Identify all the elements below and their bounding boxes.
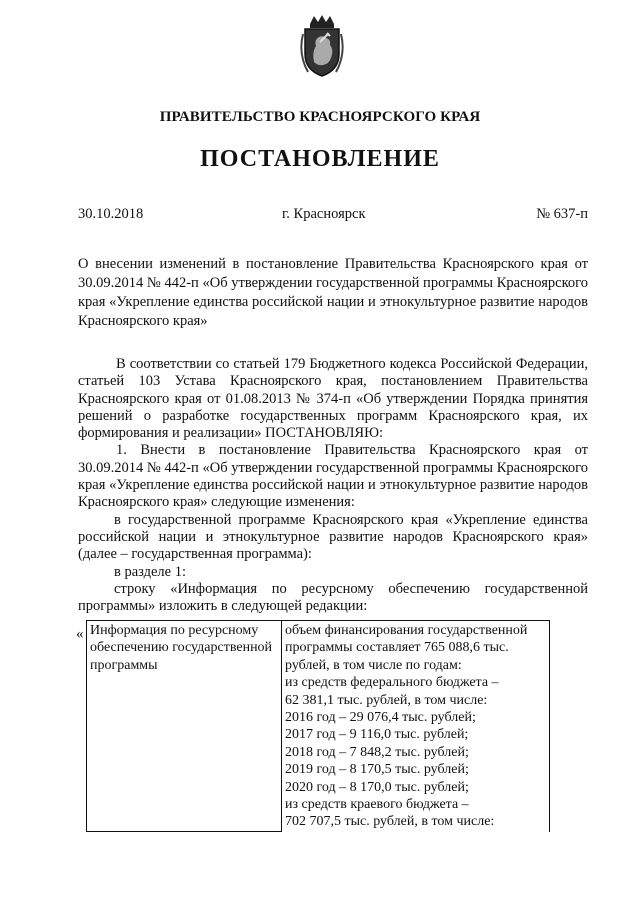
funding-line: из средств федерального бюджета –: [285, 675, 499, 691]
table-row: [87, 621, 550, 832]
document-subject: О внесении изменений в постановление Правительства Красноярского края от 30.09.2014 № 442-п «Об утверждении государственной программы Красноярского края «Укрепление единства российской нации и этнокультурное развитие народов Красноярского края»: [78, 256, 588, 329]
funding-line: 2020 год – 8 170,0 тыс. рублей;: [285, 779, 469, 795]
paragraph-preamble: В соответствии со статьей 179 Бюджетного кодекса Российской Федерации, статьей 103 Устава Красноярского края, постановлением Правительства Красноярского края от 01.08.2013 № 374-п «Об утверждении Порядка принятия решений о разработке государственных программ Красноярского края, их формирования и реализации» ПОСТАНОВЛЯЮ:: [78, 356, 588, 442]
document-meta: [78, 206, 588, 224]
funding-line: 2019 год – 8 170,5 тыс. рублей;: [285, 762, 469, 778]
paragraph-program: в государственной программе Красноярского края «Укрепление единства российской нации и этнокультурное развитие народов Красноярского края» (далее – государственная программа):: [78, 511, 588, 563]
funding-line: рублей, в том числе по годам:: [285, 657, 462, 673]
funding-line: 62 381,1 тыс. рублей, в том числе:: [285, 692, 488, 708]
funding-line: 2018 год – 7 848,2 тыс. рублей;: [285, 744, 469, 760]
document-number: № 637-п: [536, 206, 588, 222]
government-name: ПРАВИТЕЛЬСТВО КРАСНОЯРСКОГО КРАЯ: [159, 109, 481, 125]
funding-line: объем финансирования государственной: [285, 623, 528, 638]
resource-info-table: [86, 620, 550, 832]
funding-line: 2017 год – 9 116,0 тыс. рублей;: [285, 727, 469, 743]
document-city: г. Красноярск: [282, 206, 366, 222]
table-cell-value: [282, 621, 550, 832]
funding-line: из средств краевого бюджета –: [285, 797, 469, 813]
document-body: [78, 356, 588, 615]
paragraph-row-change: строку «Информация по ресурсному обеспечению государственной программы» изложить в следующей редакции:: [78, 580, 588, 615]
funding-line: программы составляет 765 088,6 тыс.: [285, 640, 509, 656]
paragraph-section: в разделе 1:: [114, 563, 187, 580]
document-date: 30.10.2018: [78, 206, 144, 222]
paragraph-item-1: 1. Внести в постановление Правительства Красноярского края от 30.09.2014 № 442-п «Об утверждении государственной программы Красноярского края «Укрепление единства российской нации и этнокультурное развитие народов Красноярского края» следующие изменения:: [78, 442, 588, 511]
table-cell-label: Информация по ресурсному обеспечению государственной программы: [87, 621, 282, 832]
coat-of-arms-icon: [298, 14, 346, 78]
funding-line: 2016 год – 29 076,4 тыс. рублей;: [285, 710, 476, 726]
document-type-title: ПОСТАНОВЛЕНИЕ: [200, 146, 440, 172]
funding-line: 702 707,5 тыс. рублей, в том числе:: [285, 814, 495, 830]
opening-quote-mark: «: [76, 626, 84, 642]
